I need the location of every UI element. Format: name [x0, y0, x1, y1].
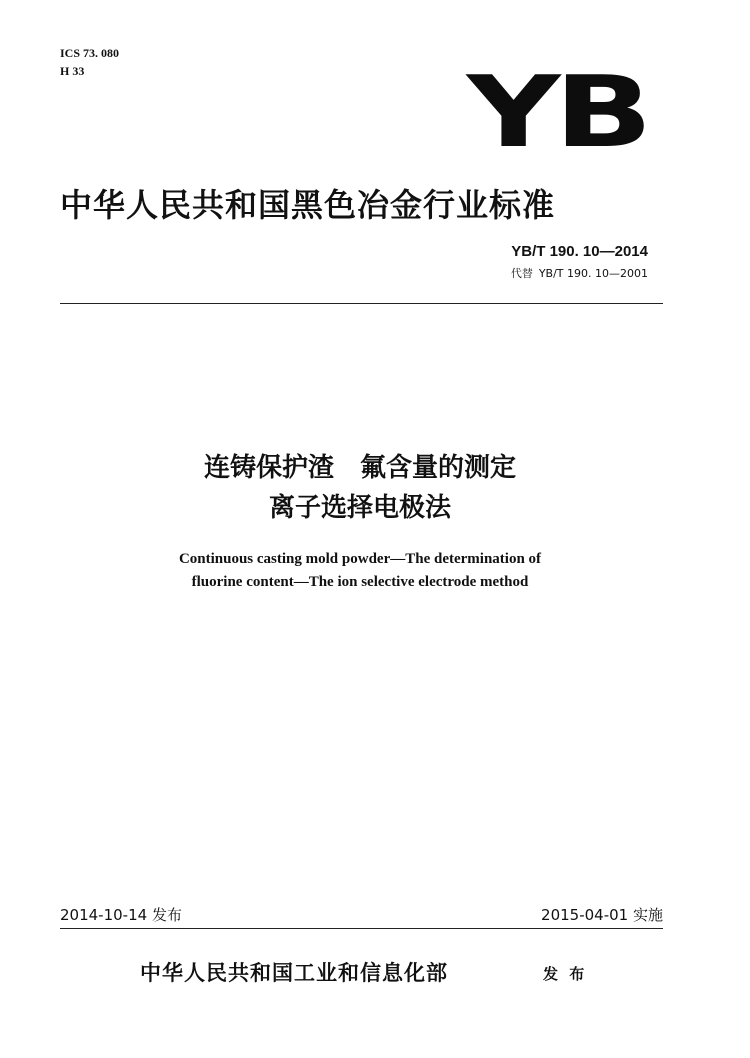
english-title-line-2: fluorine content—The ion selective electrode method — [191, 574, 529, 590]
implementation-date: 2015-04-01 实施 — [541, 906, 663, 924]
issue-date: 2014-10-14 发布 — [60, 906, 182, 924]
classification-code: H 33 — [60, 64, 85, 78]
replaces-label: 代替 — [510, 267, 533, 280]
issuer-name: 中华人民共和国工业和信息化部 — [140, 960, 448, 985]
chinese-title — [0, 448, 720, 528]
yb-logo: YB — [466, 55, 646, 170]
chinese-title-line-1: 连铸保护渣 氟含量的测定 — [203, 453, 516, 483]
publish-label: 发 布 — [543, 965, 588, 983]
standard-category: 中华人民共和国黑色冶金行业标准 — [60, 186, 556, 224]
header-divider — [60, 303, 663, 304]
ics-code: ICS 73. 080 — [60, 46, 120, 60]
footer-divider — [60, 928, 663, 929]
replaces-info — [511, 267, 648, 281]
chinese-title-line-2: 离子选择电极法 — [268, 493, 451, 523]
replaces-number: YB/T 190. 10—2001 — [538, 267, 648, 280]
english-title — [0, 548, 720, 594]
english-title-line-1: Continuous casting mold powder—The determination of — [178, 551, 542, 567]
standard-number: YB/T 190. 10—2014 — [511, 243, 648, 260]
